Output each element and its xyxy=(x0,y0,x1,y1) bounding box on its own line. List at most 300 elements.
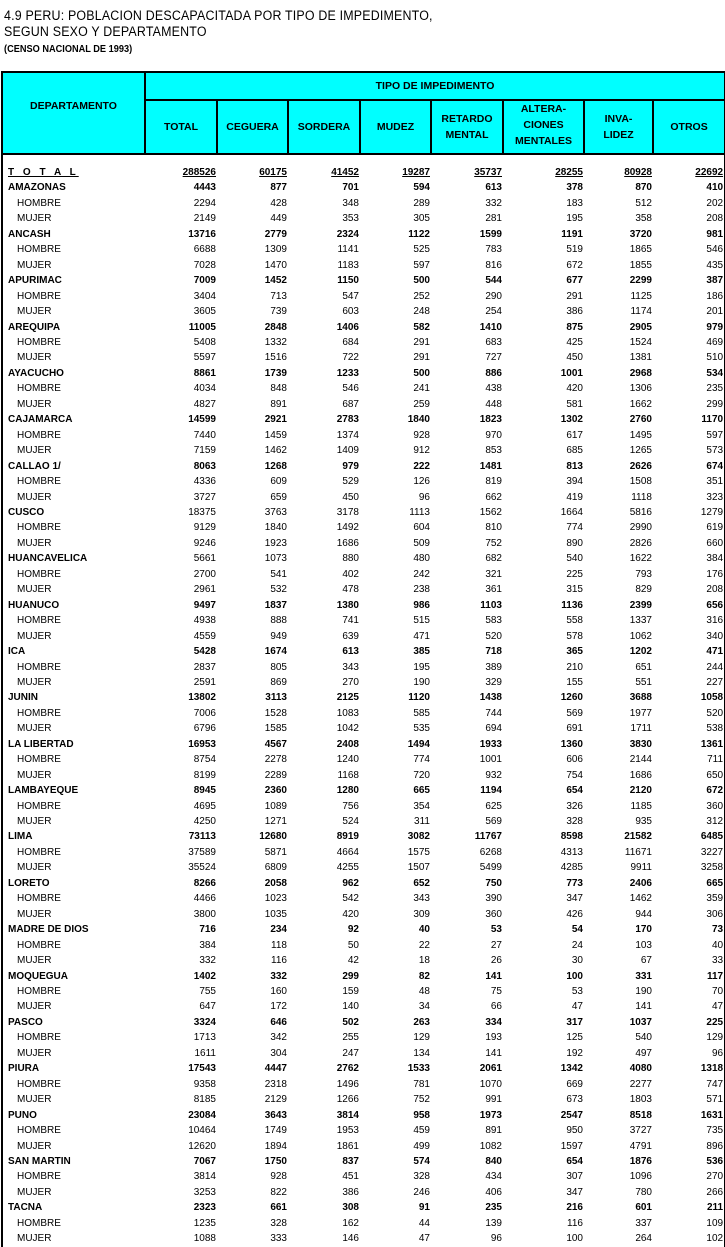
cell-value: 1174 xyxy=(630,306,652,318)
cell-value: 1260 xyxy=(560,692,583,704)
cell-value: 720 xyxy=(413,769,430,781)
cell-value: 1686 xyxy=(629,769,652,781)
cell-value: 170 xyxy=(635,924,652,936)
cell-value: 201 xyxy=(653,304,725,319)
cell-value: 1855 xyxy=(629,259,652,271)
cell-value: 8518 xyxy=(629,1109,652,1121)
spacer-row xyxy=(2,154,725,165)
cell-value: 1001 xyxy=(479,754,502,766)
cell-value: 1191 xyxy=(561,228,583,240)
column-header-line: MUDEZ xyxy=(376,121,415,134)
cell-value: 672 xyxy=(566,259,583,271)
cell-value: 208 xyxy=(653,211,725,226)
cell-value: 125 xyxy=(566,1032,583,1044)
cell-value: 146 xyxy=(342,1233,359,1245)
column-header-altera-ciones-mentales xyxy=(503,100,584,154)
cell-value: 2299 xyxy=(629,275,652,287)
row-label: HOMBRE xyxy=(2,289,145,304)
cell-value: 1622 xyxy=(629,553,652,565)
cell-value: 519 xyxy=(566,244,583,256)
department-row xyxy=(2,1015,725,1030)
cell-value: 1533 xyxy=(407,1063,430,1075)
cell-value: 822 xyxy=(270,1186,287,1198)
cell-value: 35737 xyxy=(474,167,502,178)
cell-value: 342 xyxy=(270,1032,287,1044)
cell-value: 3404 xyxy=(193,290,216,302)
cell-value: 384 xyxy=(199,939,216,951)
cell-value: 337 xyxy=(635,1217,652,1229)
cell-value: 22 xyxy=(418,939,430,951)
sex-row-mujer xyxy=(2,211,725,226)
cell-value: 235 xyxy=(485,1202,502,1214)
cell-value: 979 xyxy=(342,460,359,472)
cell-value: 5597 xyxy=(193,352,216,364)
cell-value: 259 xyxy=(413,398,430,410)
row-label: AYACUCHO xyxy=(2,366,145,381)
row-label: MUJER xyxy=(2,304,145,319)
cell-value: 1631 xyxy=(653,1108,725,1123)
cell-value: 2968 xyxy=(629,367,652,379)
cell-value: 3814 xyxy=(193,1171,216,1183)
cell-value: 162 xyxy=(342,1217,359,1229)
cell-value: 307 xyxy=(566,1171,583,1183)
cell-value: 578 xyxy=(566,630,583,642)
cell-value: 810 xyxy=(485,522,502,534)
cell-value: 7009 xyxy=(193,275,216,287)
cell-value: 682 xyxy=(485,553,502,565)
cell-value: 37589 xyxy=(188,846,216,858)
row-label: HOMBRE xyxy=(2,196,145,211)
cell-value: 540 xyxy=(635,1032,652,1044)
cell-value: 118 xyxy=(271,939,287,951)
cell-value: 389 xyxy=(485,661,502,673)
cell-value: 619 xyxy=(653,520,725,535)
column-header-line: RETARDO xyxy=(441,113,493,126)
cell-value: 160 xyxy=(270,986,287,998)
cell-value: 773 xyxy=(566,877,583,889)
cell-value: 291 xyxy=(566,290,583,302)
cell-value: 970 xyxy=(485,429,502,441)
cell-value: 225 xyxy=(566,568,583,580)
cell-value: 950 xyxy=(566,1125,583,1137)
cell-value: 309 xyxy=(413,908,430,920)
cell-value: 3253 xyxy=(193,1186,216,1198)
cell-value: 3688 xyxy=(629,692,652,704)
disability-table xyxy=(1,71,725,1247)
cell-value: 332 xyxy=(199,955,216,967)
sex-row-mujer xyxy=(2,397,725,412)
cell-value: 234 xyxy=(270,924,287,936)
cell-value: 241 xyxy=(413,383,430,395)
cell-value: 2990 xyxy=(629,522,652,534)
row-label: JUNIN xyxy=(2,690,145,705)
row-label: APURIMAC xyxy=(2,273,145,288)
cell-value: 343 xyxy=(413,893,430,905)
cell-value: 551 xyxy=(635,676,652,688)
cell-value: 3227 xyxy=(653,845,725,860)
spacer-cell xyxy=(653,154,725,165)
cell-value: 129 xyxy=(413,1032,430,1044)
cell-value: 1508 xyxy=(629,476,652,488)
cell-value: 1599 xyxy=(479,228,502,240)
cell-value: 683 xyxy=(485,336,502,348)
cell-value: 202 xyxy=(653,196,725,211)
cell-value: 1318 xyxy=(653,1061,725,1076)
cell-value: 73113 xyxy=(188,831,216,843)
spacer-cell xyxy=(2,154,145,165)
sex-row-mujer xyxy=(2,768,725,783)
cell-value: 386 xyxy=(566,306,583,318)
cell-value: 1271 xyxy=(264,816,287,828)
column-header-line: SORDERA xyxy=(297,121,351,134)
document-subtitle: (CENSO NACIONAL DE 1993) xyxy=(4,44,133,55)
cell-value: 781 xyxy=(413,1078,430,1090)
department-row xyxy=(2,366,725,381)
department-row xyxy=(2,551,725,566)
cell-value: 103 xyxy=(635,939,652,951)
cell-value: 13716 xyxy=(188,228,216,240)
cell-value: 1279 xyxy=(653,505,725,520)
cell-value: 117 xyxy=(653,969,725,984)
sex-row-hombre xyxy=(2,1077,725,1092)
cell-value: 248 xyxy=(413,306,430,318)
cell-value: 8945 xyxy=(193,785,216,797)
row-label: MUJER xyxy=(2,629,145,644)
row-label: HOMBRE xyxy=(2,1216,145,1231)
sex-row-hombre xyxy=(2,845,725,860)
cell-value: 102 xyxy=(653,1231,725,1246)
cell-value: 594 xyxy=(413,182,430,194)
cell-value: 597 xyxy=(653,428,725,443)
cell-value: 12620 xyxy=(188,1140,216,1152)
cell-value: 571 xyxy=(653,1092,725,1107)
cell-value: 384 xyxy=(653,551,725,566)
row-label: HOMBRE xyxy=(2,428,145,443)
cell-value: 656 xyxy=(653,598,725,613)
cell-value: 569 xyxy=(485,816,502,828)
cell-value: 1494 xyxy=(407,738,430,750)
cell-value: 3800 xyxy=(193,908,216,920)
row-label: MUJER xyxy=(2,814,145,829)
cell-value: 1481 xyxy=(479,460,502,472)
cell-value: 2324 xyxy=(336,228,359,240)
department-row xyxy=(2,876,725,891)
cell-value: 238 xyxy=(413,584,430,596)
cell-value: 687 xyxy=(342,398,359,410)
cell-value: 1103 xyxy=(480,599,502,611)
cell-value: 4559 xyxy=(193,630,216,642)
cell-value: 877 xyxy=(270,182,287,194)
row-label: MUJER xyxy=(2,999,145,1014)
column-header-retardo-mental xyxy=(431,100,503,154)
cell-value: 315 xyxy=(566,584,583,596)
cell-value: 1070 xyxy=(479,1078,502,1090)
cell-value: 450 xyxy=(342,491,359,503)
cell-value: 1507 xyxy=(407,862,430,874)
row-label: LORETO xyxy=(2,876,145,891)
cell-value: 227 xyxy=(653,675,725,690)
cell-value: 426 xyxy=(566,908,583,920)
cell-value: 2277 xyxy=(629,1078,652,1090)
sex-row-mujer xyxy=(2,1139,725,1154)
cell-value: 1380 xyxy=(336,599,359,611)
row-label: HOMBRE xyxy=(2,984,145,999)
cell-value: 540 xyxy=(566,553,583,565)
cell-value: 1168 xyxy=(337,769,359,781)
cell-value: 1562 xyxy=(479,506,502,518)
row-label: ANCASH xyxy=(2,227,145,242)
cell-value: 979 xyxy=(653,320,725,335)
cell-value: 1096 xyxy=(629,1171,652,1183)
cell-value: 4827 xyxy=(193,398,216,410)
cell-value: 1438 xyxy=(479,692,502,704)
department-row xyxy=(2,459,725,474)
cell-value: 289 xyxy=(413,197,430,209)
cell-value: 1803 xyxy=(629,1094,652,1106)
cell-value: 321 xyxy=(485,568,502,580)
row-label: MUJER xyxy=(2,953,145,968)
sex-row-hombre xyxy=(2,706,725,721)
cell-value: 2129 xyxy=(264,1094,287,1106)
cell-value: 334 xyxy=(485,1016,502,1028)
sex-row-hombre xyxy=(2,1216,725,1231)
cell-value: 986 xyxy=(413,599,430,611)
title-line-2: SEGUN SEXO Y DEPARTAMENTO xyxy=(4,24,207,39)
cell-value: 2783 xyxy=(336,414,359,426)
cell-value: 129 xyxy=(653,1030,725,1045)
cell-value: 2591 xyxy=(193,676,216,688)
cell-value: 829 xyxy=(635,584,652,596)
cell-value: 750 xyxy=(485,877,502,889)
cell-value: 254 xyxy=(485,306,502,318)
cell-value: 713 xyxy=(270,290,287,302)
cell-value: 406 xyxy=(485,1186,502,1198)
cell-value: 654 xyxy=(566,785,583,797)
cell-value: 16953 xyxy=(188,738,216,750)
cell-value: 2058 xyxy=(264,877,287,889)
cell-value: 816 xyxy=(485,259,502,271)
sex-row-mujer xyxy=(2,490,725,505)
sex-row-hombre xyxy=(2,381,725,396)
cell-value: 646 xyxy=(270,1016,287,1028)
cell-value: 691 xyxy=(566,723,583,735)
cell-value: 755 xyxy=(199,986,216,998)
row-label: HOMBRE xyxy=(2,1123,145,1138)
cell-value: 512 xyxy=(635,197,652,209)
row-label: TACNA xyxy=(2,1200,145,1215)
cell-value: 1933 xyxy=(479,738,502,750)
cell-value: 7028 xyxy=(193,259,216,271)
cell-value: 299 xyxy=(342,970,359,982)
cell-value: 532 xyxy=(270,584,287,596)
cell-value: 139 xyxy=(485,1217,502,1229)
cell-value: 159 xyxy=(342,986,359,998)
cell-value: 722 xyxy=(342,352,359,364)
cell-value: 991 xyxy=(485,1094,502,1106)
cell-value: 2406 xyxy=(629,877,652,889)
cell-value: 1141 xyxy=(337,244,359,256)
cell-value: 5661 xyxy=(193,553,216,565)
cell-value: 3178 xyxy=(336,506,359,518)
cell-value: 66 xyxy=(490,1001,502,1013)
cell-value: 1183 xyxy=(337,259,359,271)
cell-value: 547 xyxy=(342,290,359,302)
row-label: MOQUEGUA xyxy=(2,969,145,984)
department-row xyxy=(2,737,725,752)
row-label: HOMBRE xyxy=(2,381,145,396)
cell-value: 2399 xyxy=(629,599,652,611)
cell-value: 7006 xyxy=(193,707,216,719)
cell-value: 2294 xyxy=(193,197,216,209)
cell-value: 9911 xyxy=(630,862,652,874)
cell-value: 1923 xyxy=(264,537,287,549)
cell-value: 348 xyxy=(342,197,359,209)
cell-value: 42 xyxy=(347,955,359,967)
row-label: HOMBRE xyxy=(2,799,145,814)
cell-value: 27 xyxy=(490,939,502,951)
cell-value: 176 xyxy=(653,567,725,582)
cell-value: 82 xyxy=(418,970,430,982)
cell-value: 281 xyxy=(485,213,502,225)
cell-value: 3727 xyxy=(629,1125,652,1137)
cell-value: 853 xyxy=(485,445,502,457)
cell-value: 500 xyxy=(413,367,430,379)
cell-value: 1711 xyxy=(630,723,652,735)
cell-value: 1452 xyxy=(264,275,287,287)
cell-value: 75 xyxy=(490,986,502,998)
cell-value: 193 xyxy=(485,1032,502,1044)
sex-row-hombre xyxy=(2,984,725,999)
row-label: MUJER xyxy=(2,350,145,365)
cell-value: 1686 xyxy=(336,537,359,549)
cell-value: 360 xyxy=(653,799,725,814)
cell-value: 752 xyxy=(485,537,502,549)
cell-value: 8861 xyxy=(193,367,216,379)
cell-value: 1381 xyxy=(629,352,652,364)
cell-value: 438 xyxy=(485,383,502,395)
column-header-sordera xyxy=(288,100,360,154)
cell-value: 6688 xyxy=(193,244,216,256)
cell-value: 4336 xyxy=(193,476,216,488)
cell-value: 190 xyxy=(413,676,430,688)
cell-value: 11671 xyxy=(624,846,652,858)
cell-value: 3763 xyxy=(264,506,287,518)
cell-value: 718 xyxy=(485,646,502,658)
cell-value: 502 xyxy=(342,1016,359,1028)
cell-value: 96 xyxy=(490,1233,502,1245)
column-header-line: INVA- xyxy=(604,113,633,126)
row-label: MUJER xyxy=(2,1139,145,1154)
column-header-total xyxy=(145,100,217,154)
cell-value: 23084 xyxy=(188,1109,216,1121)
row-label: MUJER xyxy=(2,211,145,226)
row-label: LAMBAYEQUE xyxy=(2,783,145,798)
cell-value: 183 xyxy=(566,197,583,209)
row-label: CAJAMARCA xyxy=(2,412,145,427)
cell-value: 1410 xyxy=(479,321,502,333)
cell-value: 328 xyxy=(566,816,583,828)
sex-row-mujer xyxy=(2,536,725,551)
cell-value: 70 xyxy=(653,984,725,999)
cell-value: 1409 xyxy=(336,445,359,457)
cell-value: 1023 xyxy=(264,893,287,905)
row-label: PASCO xyxy=(2,1015,145,1030)
cell-value: 266 xyxy=(653,1185,725,1200)
cell-value: 6485 xyxy=(653,829,725,844)
cell-value: 774 xyxy=(413,754,430,766)
cell-value: 420 xyxy=(566,383,583,395)
sex-row-hombre xyxy=(2,660,725,675)
cell-value: 47 xyxy=(653,999,725,1014)
cell-value: 1406 xyxy=(336,321,359,333)
cell-value: 1470 xyxy=(264,259,287,271)
cell-value: 96 xyxy=(653,1046,725,1061)
cell-value: 651 xyxy=(635,661,652,673)
cell-value: 288526 xyxy=(182,167,216,178)
cell-value: 1058 xyxy=(653,690,725,705)
cell-value: 210 xyxy=(566,661,583,673)
cell-value: 558 xyxy=(566,615,583,627)
cell-value: 141 xyxy=(485,970,502,982)
cell-value: 4313 xyxy=(560,846,583,858)
spacer-cell xyxy=(288,154,360,165)
table-body xyxy=(2,154,725,1247)
cell-value: 6268 xyxy=(479,846,502,858)
cell-value: 662 xyxy=(485,491,502,503)
sex-row-hombre xyxy=(2,938,725,953)
cell-value: 1235 xyxy=(193,1217,216,1229)
cell-value: 434 xyxy=(485,1171,502,1183)
sex-row-mujer xyxy=(2,675,725,690)
cell-value: 673 xyxy=(566,1094,583,1106)
sex-row-hombre xyxy=(2,752,725,767)
cell-value: 11767 xyxy=(474,831,502,843)
cell-value: 9129 xyxy=(193,522,216,534)
cell-value: 8754 xyxy=(193,754,216,766)
cell-value: 6796 xyxy=(193,723,216,735)
cell-value: 1492 xyxy=(336,522,359,534)
cell-value: 932 xyxy=(485,769,502,781)
department-row xyxy=(2,505,725,520)
cell-value: 448 xyxy=(485,398,502,410)
row-label: HOMBRE xyxy=(2,938,145,953)
cell-value: 606 xyxy=(566,754,583,766)
cell-value: 3258 xyxy=(653,860,725,875)
cell-value: 8185 xyxy=(193,1094,216,1106)
cell-value: 100 xyxy=(566,970,583,982)
row-label: SAN MARTIN xyxy=(2,1154,145,1169)
cell-value: 497 xyxy=(635,1047,652,1059)
cell-value: 886 xyxy=(485,367,502,379)
cell-value: 410 xyxy=(653,180,725,195)
cell-value: 2547 xyxy=(560,1109,583,1121)
cell-value: 305 xyxy=(413,213,430,225)
cell-value: 290 xyxy=(485,290,502,302)
cell-value: 1302 xyxy=(560,414,583,426)
sex-row-hombre xyxy=(2,1169,725,1184)
spacer-cell xyxy=(503,154,584,165)
cell-value: 60175 xyxy=(259,167,287,178)
cell-value: 1037 xyxy=(629,1016,652,1028)
cell-value: 394 xyxy=(566,476,583,488)
header-tipo-impedimento: TIPO DE IMPEDIMENTO xyxy=(145,72,725,100)
cell-value: 2120 xyxy=(629,785,652,797)
row-label: PUNO xyxy=(2,1108,145,1123)
cell-value: 1150 xyxy=(337,275,359,287)
cell-value: 650 xyxy=(653,768,725,783)
department-row xyxy=(2,690,725,705)
row-label: MUJER xyxy=(2,768,145,783)
